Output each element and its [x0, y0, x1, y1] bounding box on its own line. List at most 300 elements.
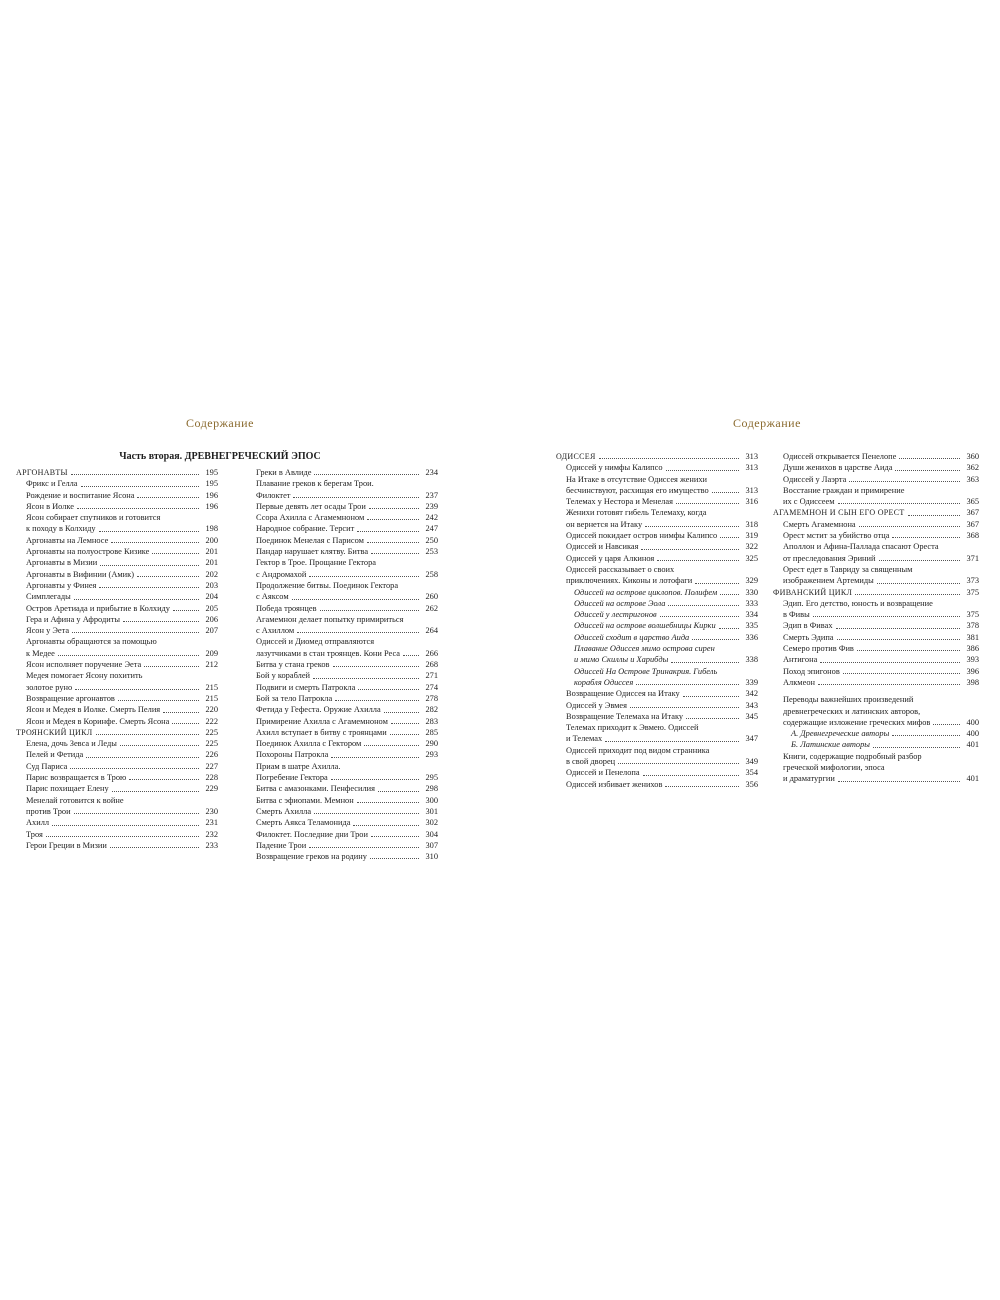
- toc-entry: [556, 530, 758, 541]
- toc-entry-title: ФИВАНСКИЙ ЦИКЛ: [773, 587, 853, 597]
- dot-leader: [358, 689, 419, 690]
- dot-leader: [309, 847, 419, 848]
- toc-entry: [773, 620, 979, 631]
- page-number: 293: [425, 750, 438, 760]
- page-number: 295: [425, 773, 438, 783]
- toc-section-heading: [773, 507, 979, 518]
- page-number: 274: [425, 682, 438, 692]
- page-number: 378: [966, 621, 979, 631]
- page-number: 345: [745, 711, 758, 721]
- toc-entry-title: Ясон и Медея в Коринфе. Смерть Ясона: [26, 716, 170, 726]
- toc-entry: [246, 478, 438, 501]
- dot-leader: [843, 673, 960, 674]
- toc-entry: [773, 451, 979, 462]
- dot-leader: [391, 723, 419, 724]
- toc-entry-title-line: Восстание граждан и примирение: [783, 485, 905, 495]
- toc-entry: [556, 745, 758, 768]
- dot-leader: [676, 503, 739, 504]
- dot-leader: [599, 458, 739, 459]
- toc-entry-title: А. Древнегреческие авторы: [791, 729, 890, 739]
- page-number: 329: [745, 576, 758, 586]
- page-number: 393: [966, 655, 979, 665]
- dot-leader: [297, 632, 419, 633]
- toc-entry: [246, 501, 438, 512]
- toc-entry: [556, 474, 758, 497]
- toc-entry-title: он вернется на Итаку: [566, 519, 643, 529]
- toc-entry-title: Похороны Патрокла: [256, 750, 329, 760]
- page-number: 204: [205, 592, 218, 602]
- toc-entry: [246, 659, 438, 670]
- dot-leader: [314, 474, 419, 475]
- page-number: 271: [425, 671, 438, 681]
- dot-leader: [384, 712, 419, 713]
- dot-leader: [71, 474, 199, 475]
- toc-entry-title: в свой дворец: [566, 757, 616, 767]
- toc-entry-title-line: Менелай готовится к войне: [26, 795, 124, 805]
- dot-leader: [720, 537, 739, 538]
- page-number: 342: [745, 689, 758, 699]
- dot-leader: [645, 526, 739, 527]
- page-number: 230: [205, 806, 218, 816]
- toc-entry: [556, 541, 758, 552]
- page-number: 367: [966, 519, 979, 529]
- page-number: 334: [745, 610, 758, 620]
- toc-entry-title: Семеро против Фив: [783, 644, 854, 654]
- toc-entry: [16, 829, 218, 840]
- toc-entry-title: Троя: [26, 829, 43, 839]
- toc-entry-title: золотое руно: [26, 682, 73, 692]
- toc-entry-title: Парис возвращается в Трою: [26, 773, 127, 783]
- toc-entry-title: Одиссей на острове Эола: [574, 598, 666, 608]
- dot-leader: [357, 802, 419, 803]
- toc-entry-title-line: Плавание греков к берегам Трои.: [256, 479, 374, 489]
- toc-entry-title: корабля Одиссея: [574, 677, 634, 687]
- page-number: 253: [425, 547, 438, 557]
- dot-leader: [390, 734, 419, 735]
- dot-leader: [908, 515, 960, 516]
- toc-entry: [16, 738, 218, 749]
- toc-entry: [16, 693, 218, 704]
- toc-entry-title: ТРОЯНСКИЙ ЦИКЛ: [16, 727, 93, 737]
- dot-leader: [292, 599, 419, 600]
- dot-leader: [371, 836, 419, 837]
- toc-entry-title: Рождение и воспитание Ясона: [26, 490, 135, 500]
- page-number: 362: [966, 463, 979, 473]
- toc-entry: [16, 772, 218, 783]
- page-number: 266: [425, 648, 438, 658]
- page-number: 268: [425, 660, 438, 670]
- toc-entry: [556, 620, 758, 631]
- toc-entry-title: Битва с амазонками. Пенфесилия: [256, 784, 375, 794]
- dot-leader: [364, 745, 419, 746]
- dot-leader: [371, 553, 419, 554]
- toc-entry: [16, 670, 218, 693]
- dot-leader: [173, 610, 199, 611]
- dot-leader: [70, 768, 199, 769]
- toc-entry-title: Ссора Ахилла с Агамемноном: [256, 513, 365, 523]
- toc-entry: [16, 636, 218, 659]
- toc-entry-title-line: Орест едет в Тавриду за священным: [783, 564, 913, 574]
- page-number: 205: [205, 603, 218, 613]
- toc-entry: [16, 512, 218, 535]
- toc-entry-title: Возвращение аргонавтов: [26, 693, 115, 703]
- page-number: 300: [425, 795, 438, 805]
- dot-leader: [837, 639, 960, 640]
- dot-leader: [369, 508, 419, 509]
- toc-entry: [773, 530, 979, 541]
- dot-leader: [657, 560, 739, 561]
- dot-leader: [605, 741, 739, 742]
- dot-leader: [895, 470, 960, 471]
- toc-entry-title-line: Медея помогает Ясону похитить: [26, 671, 143, 681]
- page-number: 336: [745, 632, 758, 642]
- toc-entry-title: Поединок Ахилла с Гектором: [256, 739, 362, 749]
- dot-leader: [838, 503, 960, 504]
- toc-entry-title-line: Аполлон и Афина-Паллада спасают Ореста: [783, 542, 939, 552]
- toc-entry-title: Одиссей у Лаэрта: [783, 474, 847, 484]
- page-number: 209: [205, 648, 218, 658]
- toc-entry: [773, 598, 979, 621]
- dot-leader: [813, 616, 960, 617]
- dot-leader: [96, 734, 200, 735]
- toc-entry-title-line: Агамемнон делает попытку примириться: [256, 614, 404, 624]
- page-number: 318: [745, 519, 758, 529]
- page-number: 401: [966, 740, 979, 750]
- page-number: 201: [205, 547, 218, 557]
- toc-entry: [246, 580, 438, 603]
- toc-entry: [16, 591, 218, 602]
- page-number: 195: [205, 468, 218, 477]
- toc-section-heading: [16, 467, 218, 478]
- toc-entry: [556, 462, 758, 473]
- toc-entry: [246, 467, 438, 478]
- part-title: Часть вторая. ДРЕВНЕГРЕЧЕСКИЙ ЭПОС: [119, 451, 321, 462]
- toc-entry-title: Одиссей на острове циклопов. Полифем: [574, 587, 718, 597]
- toc-entry-title: ОДИССЕЯ: [556, 452, 596, 461]
- toc-entry-title-line: греческой мифологии, эпоса: [783, 763, 885, 773]
- page-number: 247: [425, 524, 438, 534]
- page-number: 202: [205, 569, 218, 579]
- dot-leader: [836, 628, 960, 629]
- page-number: 196: [205, 490, 218, 500]
- toc-entry-title: Бой за тело Патрокла: [256, 693, 333, 703]
- toc-entry: [246, 704, 438, 715]
- toc-entry: [246, 806, 438, 817]
- dot-leader: [75, 689, 199, 690]
- dot-leader: [660, 616, 739, 617]
- toc-entry-title: АГАМЕМНОН И СЫН ЕГО ОРЕСТ: [773, 508, 905, 518]
- page-number: 215: [205, 682, 218, 692]
- dot-leader: [873, 747, 960, 748]
- toc-entry: [773, 564, 979, 587]
- toc-entry: [556, 688, 758, 699]
- toc-entry-title: Филоктет: [256, 490, 291, 500]
- page-number: 363: [966, 474, 979, 484]
- page-number: 203: [205, 580, 218, 590]
- toc-entry-title: Бой у кораблей: [256, 671, 311, 681]
- dot-leader: [683, 696, 739, 697]
- toc-entry: [556, 643, 758, 666]
- toc-entry: [556, 767, 758, 778]
- toc-entry-title-line: На Итаке в отсутствие Одиссея женихи: [566, 474, 708, 484]
- page-number: 349: [745, 757, 758, 767]
- toc-entry-title: Возвращение греков на родину: [256, 852, 367, 862]
- page-number: 322: [745, 542, 758, 552]
- page-number: 386: [966, 644, 979, 654]
- toc-entry: [556, 632, 758, 643]
- toc-entry: [246, 761, 438, 784]
- toc-entry-title: Одиссей покидает остров нимфы Калипсо: [566, 531, 718, 541]
- toc-entry-title: Одиссей сходит в царство Аида: [574, 632, 690, 642]
- page-number: 396: [966, 666, 979, 676]
- page-number: 198: [205, 524, 218, 534]
- page-number: 195: [205, 479, 218, 489]
- toc-entry-title: Ясон у Эета: [26, 626, 70, 636]
- dot-leader: [857, 650, 960, 651]
- toc-entry-title: Аргонавты у Финея: [26, 580, 97, 590]
- page-number: 313: [745, 485, 758, 495]
- page-number: 313: [745, 463, 758, 473]
- page-number: 301: [425, 806, 438, 816]
- toc-entry: [773, 728, 979, 739]
- toc-entry-title: Смерть Эдипа: [783, 632, 834, 642]
- toc-entry-title: Души женихов в царстве Аида: [783, 463, 893, 473]
- dot-leader: [668, 605, 739, 606]
- page-number: 375: [966, 610, 979, 620]
- toc-entry-title-line: Телемах приходит к Эвмею. Одиссей: [566, 723, 699, 733]
- dot-leader: [72, 632, 199, 633]
- toc-entry: [246, 523, 438, 534]
- dot-leader: [152, 553, 199, 554]
- toc-entry: [773, 485, 979, 508]
- dot-leader: [403, 655, 419, 656]
- toc-entry: [246, 817, 438, 828]
- toc-entry-title: Алкмеон: [783, 677, 815, 687]
- dot-leader: [367, 542, 419, 543]
- toc-entry-title-line: Продолжение битвы. Поединок Гектора: [256, 580, 399, 590]
- dot-leader: [353, 825, 419, 826]
- toc-entry-title: Ахилл: [26, 818, 50, 828]
- toc-entry: [246, 738, 438, 749]
- dot-leader: [378, 791, 419, 792]
- dot-leader: [129, 779, 199, 780]
- dot-leader: [331, 779, 419, 780]
- toc-entry-title: Аргонавты в Вифинии (Амик): [26, 569, 135, 579]
- dot-leader: [320, 610, 419, 611]
- dot-leader: [335, 700, 419, 701]
- toc-entry-title: Одиссей и Навсикая: [566, 542, 639, 552]
- toc-entry: [773, 654, 979, 665]
- page-number: 262: [425, 603, 438, 613]
- page-number: 307: [425, 840, 438, 850]
- toc-entry: [16, 501, 218, 512]
- dot-leader: [671, 662, 739, 663]
- toc-entry-title: изображением Артемиды: [783, 576, 874, 586]
- page-number: 365: [966, 497, 979, 507]
- page-number: 354: [745, 768, 758, 778]
- toc-entry-title-line: Плавание Одиссея мимо острова сирен: [574, 644, 715, 654]
- dot-leader: [81, 486, 199, 487]
- toc-entry: [246, 636, 438, 659]
- page-number: 226: [205, 750, 218, 760]
- dot-leader: [99, 531, 199, 532]
- toc-entry-title: АРГОНАВТЫ: [16, 468, 68, 477]
- toc-entry-title: их с Одиссеем: [783, 497, 835, 507]
- toc-entry-title: Смерть Агамемнона: [783, 519, 856, 529]
- toc-entry-title: Поход эпигонов: [783, 666, 840, 676]
- toc-entry: [246, 512, 438, 523]
- page-number: 233: [205, 840, 218, 850]
- toc-entry: [556, 553, 758, 564]
- toc-entry-title: Народное собрание. Терсит: [256, 524, 355, 534]
- toc-entry: [246, 614, 438, 637]
- toc-entry-title: Смерть Аякса Теламонида: [256, 818, 351, 828]
- dot-leader: [820, 662, 960, 663]
- dot-leader: [77, 508, 199, 509]
- toc-entry: [246, 840, 438, 851]
- dot-leader: [137, 497, 199, 498]
- page-number: 333: [745, 598, 758, 608]
- toc-entry-title-line: Женихи готовят гибель Телемаху, когда: [566, 508, 707, 518]
- toc-entry: [16, 478, 218, 489]
- page-number: 283: [425, 716, 438, 726]
- page-number: 298: [425, 784, 438, 794]
- toc-entry-title-line: древнегреческих и латинских авторов,: [783, 706, 921, 716]
- dot-leader: [686, 718, 739, 719]
- toc-entry-title-line: Переводы важнейших произведений: [783, 695, 914, 705]
- toc-entry-title: приключениях. Киконы и лотофаги: [566, 576, 693, 586]
- toc-entry-title-line: Ясон собирает спутников и готовится: [26, 513, 161, 523]
- toc-entry: [246, 749, 438, 760]
- toc-entry-title-line: Аргонавты обращаются за помощью: [26, 637, 157, 647]
- page-number: 278: [425, 693, 438, 703]
- page-number: 347: [745, 734, 758, 744]
- toc-entry: [556, 598, 758, 609]
- page-number: 258: [425, 569, 438, 579]
- page-number: 239: [425, 501, 438, 511]
- toc-entry-title: Орест мстит за убийство отца: [783, 531, 890, 541]
- toc-entry-title: Поединок Менелая с Парисом: [256, 535, 364, 545]
- dot-leader: [641, 549, 739, 550]
- toc-entry-title-line: Одиссей и Диомед отправляются: [256, 637, 375, 647]
- page-number: 234: [425, 468, 438, 477]
- page-number: 400: [966, 717, 979, 727]
- page-number: 360: [966, 452, 979, 461]
- toc-entry: [246, 795, 438, 806]
- toc-entry-title: Одиссей у Эвмея: [566, 700, 628, 710]
- toc-entry-title: Фрикс и Гелла: [26, 479, 78, 489]
- toc-entry-title: Филоктет. Последние дни Трои: [256, 829, 368, 839]
- dot-leader: [666, 470, 739, 471]
- dot-leader: [58, 655, 199, 656]
- toc-entry: [773, 632, 979, 643]
- toc-entry: [16, 580, 218, 591]
- page-number: 319: [745, 531, 758, 541]
- toc-entry-title: Возвращение Телемаха на Итаку: [566, 711, 684, 721]
- dot-leader: [892, 735, 960, 736]
- dot-leader: [123, 621, 199, 622]
- dot-leader: [313, 678, 419, 679]
- toc-section-heading: [16, 727, 218, 738]
- toc-entry-title: Симплегады: [26, 592, 71, 602]
- toc-entry-title: Битва с эфиопами. Мемнон: [256, 795, 354, 805]
- page-number: 368: [966, 531, 979, 541]
- toc-entry: [16, 603, 218, 614]
- toc-entry: [16, 659, 218, 670]
- toc-entry-title: Парис похищает Елену: [26, 784, 109, 794]
- page-number: 381: [966, 632, 979, 642]
- page-number: 343: [745, 700, 758, 710]
- page-number: 367: [966, 508, 979, 518]
- page-number: 228: [205, 773, 218, 783]
- toc-entry: [16, 817, 218, 828]
- page-number: 304: [425, 829, 438, 839]
- dot-leader: [172, 723, 199, 724]
- toc-entry: [16, 625, 218, 636]
- toc-entry: [16, 569, 218, 580]
- toc-entry: [16, 749, 218, 760]
- toc-entry: [556, 700, 758, 711]
- dot-leader: [163, 712, 199, 713]
- dot-leader: [357, 531, 419, 532]
- toc-entry-title: и мимо Скиллы и Харибды: [574, 655, 669, 665]
- dot-leader: [74, 599, 199, 600]
- toc-entry: [246, 693, 438, 704]
- toc-entry-title: Б. Латинские авторы: [791, 740, 870, 750]
- toc-entry-title: Ясон в Иолке: [26, 501, 74, 511]
- page-number: 227: [205, 761, 218, 771]
- toc-entry: [556, 722, 758, 745]
- toc-entry-title: Подвиги и смерть Патрокла: [256, 682, 356, 692]
- toc-entry: [246, 603, 438, 614]
- dot-leader: [52, 825, 199, 826]
- toc-entry: [16, 557, 218, 568]
- dot-leader: [74, 813, 199, 814]
- toc-entry-title: Пелей и Фетида: [26, 750, 84, 760]
- toc-column-right-1: [556, 451, 758, 790]
- dot-leader: [712, 492, 739, 493]
- toc-entry-title: с Аяксом: [256, 592, 289, 602]
- toc-entry: [773, 694, 979, 728]
- toc-entry-title-line: Одиссей На Острове Тринакрия. Гибель: [574, 666, 718, 676]
- toc-entry-title: Погребение Гектора: [256, 773, 328, 783]
- toc-entry-title: Ясон исполняет поручение Эета: [26, 660, 142, 670]
- toc-entry: [16, 546, 218, 557]
- toc-entry: [246, 682, 438, 693]
- toc-entry-title: в Фивы: [783, 610, 810, 620]
- page-number: 316: [745, 497, 758, 507]
- dot-leader: [293, 497, 419, 498]
- dot-leader: [692, 639, 739, 640]
- toc-entry-title: Фетида у Гефеста. Оружие Ахилла: [256, 705, 381, 715]
- dot-leader: [100, 565, 199, 566]
- dot-leader: [720, 594, 739, 595]
- toc-entry-title: и драматургии: [783, 774, 835, 784]
- toc-entry-title: Эдип в Фивах: [783, 621, 833, 631]
- toc-entry: [556, 779, 758, 790]
- toc-entry-title: против Трои: [26, 806, 71, 816]
- dot-leader: [859, 526, 960, 527]
- toc-entry: [16, 795, 218, 818]
- toc-column-left-1: [16, 467, 218, 851]
- page-number: 207: [205, 626, 218, 636]
- toc-entry-title: Аргонавты в Мизии: [26, 558, 98, 568]
- page-number: 237: [425, 490, 438, 500]
- toc-entry-title: с Андромахой: [256, 569, 307, 579]
- toc-entry-title: Герои Греции в Мизии: [26, 840, 107, 850]
- page-number: 232: [205, 829, 218, 839]
- toc-entry: [16, 535, 218, 546]
